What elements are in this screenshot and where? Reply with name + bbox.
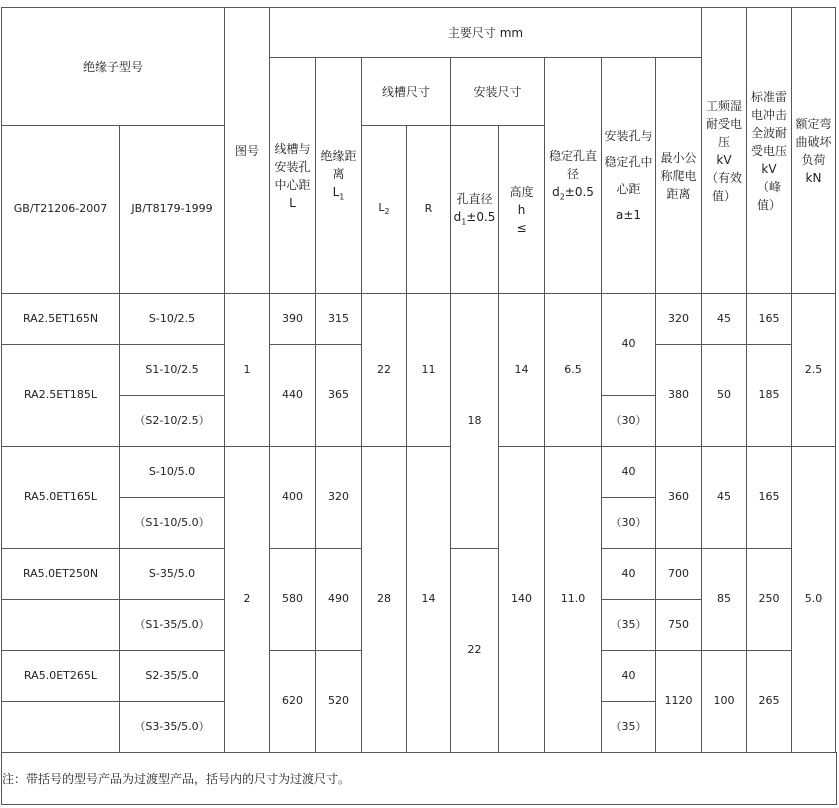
gb-model: RA5.0ET250N: [2, 549, 120, 600]
jb-model: S1-10/2.5: [120, 345, 225, 396]
a-value: （30）: [602, 498, 656, 549]
a-value: （35）: [602, 702, 656, 753]
L-header: 线槽与安装孔中心距 L: [270, 58, 316, 294]
insulator-spec-table: [1, 7, 836, 753]
lightning-value: 250: [747, 549, 792, 651]
d2-header: 稳定孔直径 $d_2\pm 0.5$: [545, 58, 602, 294]
lightning-value: 185: [747, 345, 792, 447]
L-value: 620: [270, 651, 316, 753]
power-freq-header: 工频湿耐受电压 kV （有效值）: [702, 8, 747, 294]
hole-header: 孔直径 $d_1\pm 0.5$: [451, 126, 499, 294]
gb-model: RA5.0ET165L: [2, 447, 120, 549]
gb-model-empty: [2, 702, 120, 753]
mount-dims-header: 安装尺寸: [451, 58, 545, 126]
gb-std-header: GB/T21206-2007: [2, 126, 120, 294]
power-freq-value: 45: [702, 447, 747, 549]
jb-model: （S2-10/2.5）: [120, 396, 225, 447]
model-header: 绝缘子型号: [2, 8, 225, 126]
hole-value: 22: [451, 549, 499, 753]
L1-value: 315: [316, 294, 362, 345]
hole-value: 18: [451, 294, 499, 549]
a-value: 40: [602, 447, 656, 498]
a-value: 40: [602, 651, 656, 702]
figure-number: 1: [225, 294, 270, 447]
gb-model-empty: [2, 600, 120, 651]
creepage-value: 380: [656, 345, 702, 447]
groove-dims-header: 线槽尺寸: [362, 58, 451, 126]
a-value: 40: [602, 549, 656, 600]
creepage-header: 最小公称爬电距离: [656, 58, 702, 294]
a-value: （30）: [602, 396, 656, 447]
L1-value: 520: [316, 651, 362, 753]
lightning-header: 标准雷电冲击全波耐受电压 kV （峰值）: [747, 8, 792, 294]
height-value: 140: [499, 447, 545, 753]
L1-value: 365: [316, 345, 362, 447]
jb-model: S-35/5.0: [120, 549, 225, 600]
R-value: 14: [407, 447, 451, 753]
L1-value: 490: [316, 549, 362, 651]
gb-model: RA2.5ET185L: [2, 345, 120, 447]
L-value: 400: [270, 447, 316, 549]
power-freq-value: 85: [702, 549, 747, 651]
d2-value: 6.5: [545, 294, 602, 447]
gb-model: RA5.0ET265L: [2, 651, 120, 702]
L-value: 390: [270, 294, 316, 345]
L1-header: 绝缘距离 $L_1$: [316, 58, 362, 294]
L2-header: $L_2$: [362, 126, 407, 294]
jb-model: （S1-10/5.0）: [120, 498, 225, 549]
creepage-value: 750: [656, 600, 702, 651]
a-value: 40: [602, 294, 656, 396]
R-header: R: [407, 126, 451, 294]
creepage-value: 1120: [656, 651, 702, 753]
load-value: 2.5: [792, 294, 836, 447]
power-freq-value: 45: [702, 294, 747, 345]
gb-model: RA2.5ET165N: [2, 294, 120, 345]
jb-model: （S3-35/5.0）: [120, 702, 225, 753]
lightning-value: 265: [747, 651, 792, 753]
footnote: 注：带括号的型号产品为过渡型产品，括号内的尺寸为过渡尺寸。: [2, 772, 351, 786]
jb-model: （S1-35/5.0）: [120, 600, 225, 651]
jb-model: S2-35/5.0: [120, 651, 225, 702]
height-header: 高度 h ≤: [499, 126, 545, 294]
jb-model: S-10/5.0: [120, 447, 225, 498]
jb-model: S-10/2.5: [120, 294, 225, 345]
lightning-value: 165: [747, 294, 792, 345]
creepage-value: 700: [656, 549, 702, 600]
L1-value: 320: [316, 447, 362, 549]
creepage-value: 320: [656, 294, 702, 345]
figure-number: 2: [225, 447, 270, 753]
R-value: 11: [407, 294, 451, 447]
L2-value: 28: [362, 447, 407, 753]
power-freq-value: 50: [702, 345, 747, 447]
a-header: 安装孔与稳定孔中心距 a±1: [602, 58, 656, 294]
L2-value: 22: [362, 294, 407, 447]
load-value: 5.0: [792, 447, 836, 753]
main-dims-header: 主要尺寸 mm: [270, 8, 702, 58]
load-header: 额定弯曲破坏负荷 kN: [792, 8, 836, 294]
lightning-value: 165: [747, 447, 792, 549]
height-value: 14: [499, 294, 545, 447]
a-value: （35）: [602, 600, 656, 651]
figure-header: 图号: [225, 8, 270, 294]
d2-value: 11.0: [545, 447, 602, 753]
jb-std-header: JB/T8179-1999: [120, 126, 225, 294]
creepage-value: 360: [656, 447, 702, 549]
table-row: [2, 294, 836, 345]
L-value: 580: [270, 549, 316, 651]
table-row: [2, 447, 836, 498]
L-value: 440: [270, 345, 316, 447]
power-freq-value: 100: [702, 651, 747, 753]
